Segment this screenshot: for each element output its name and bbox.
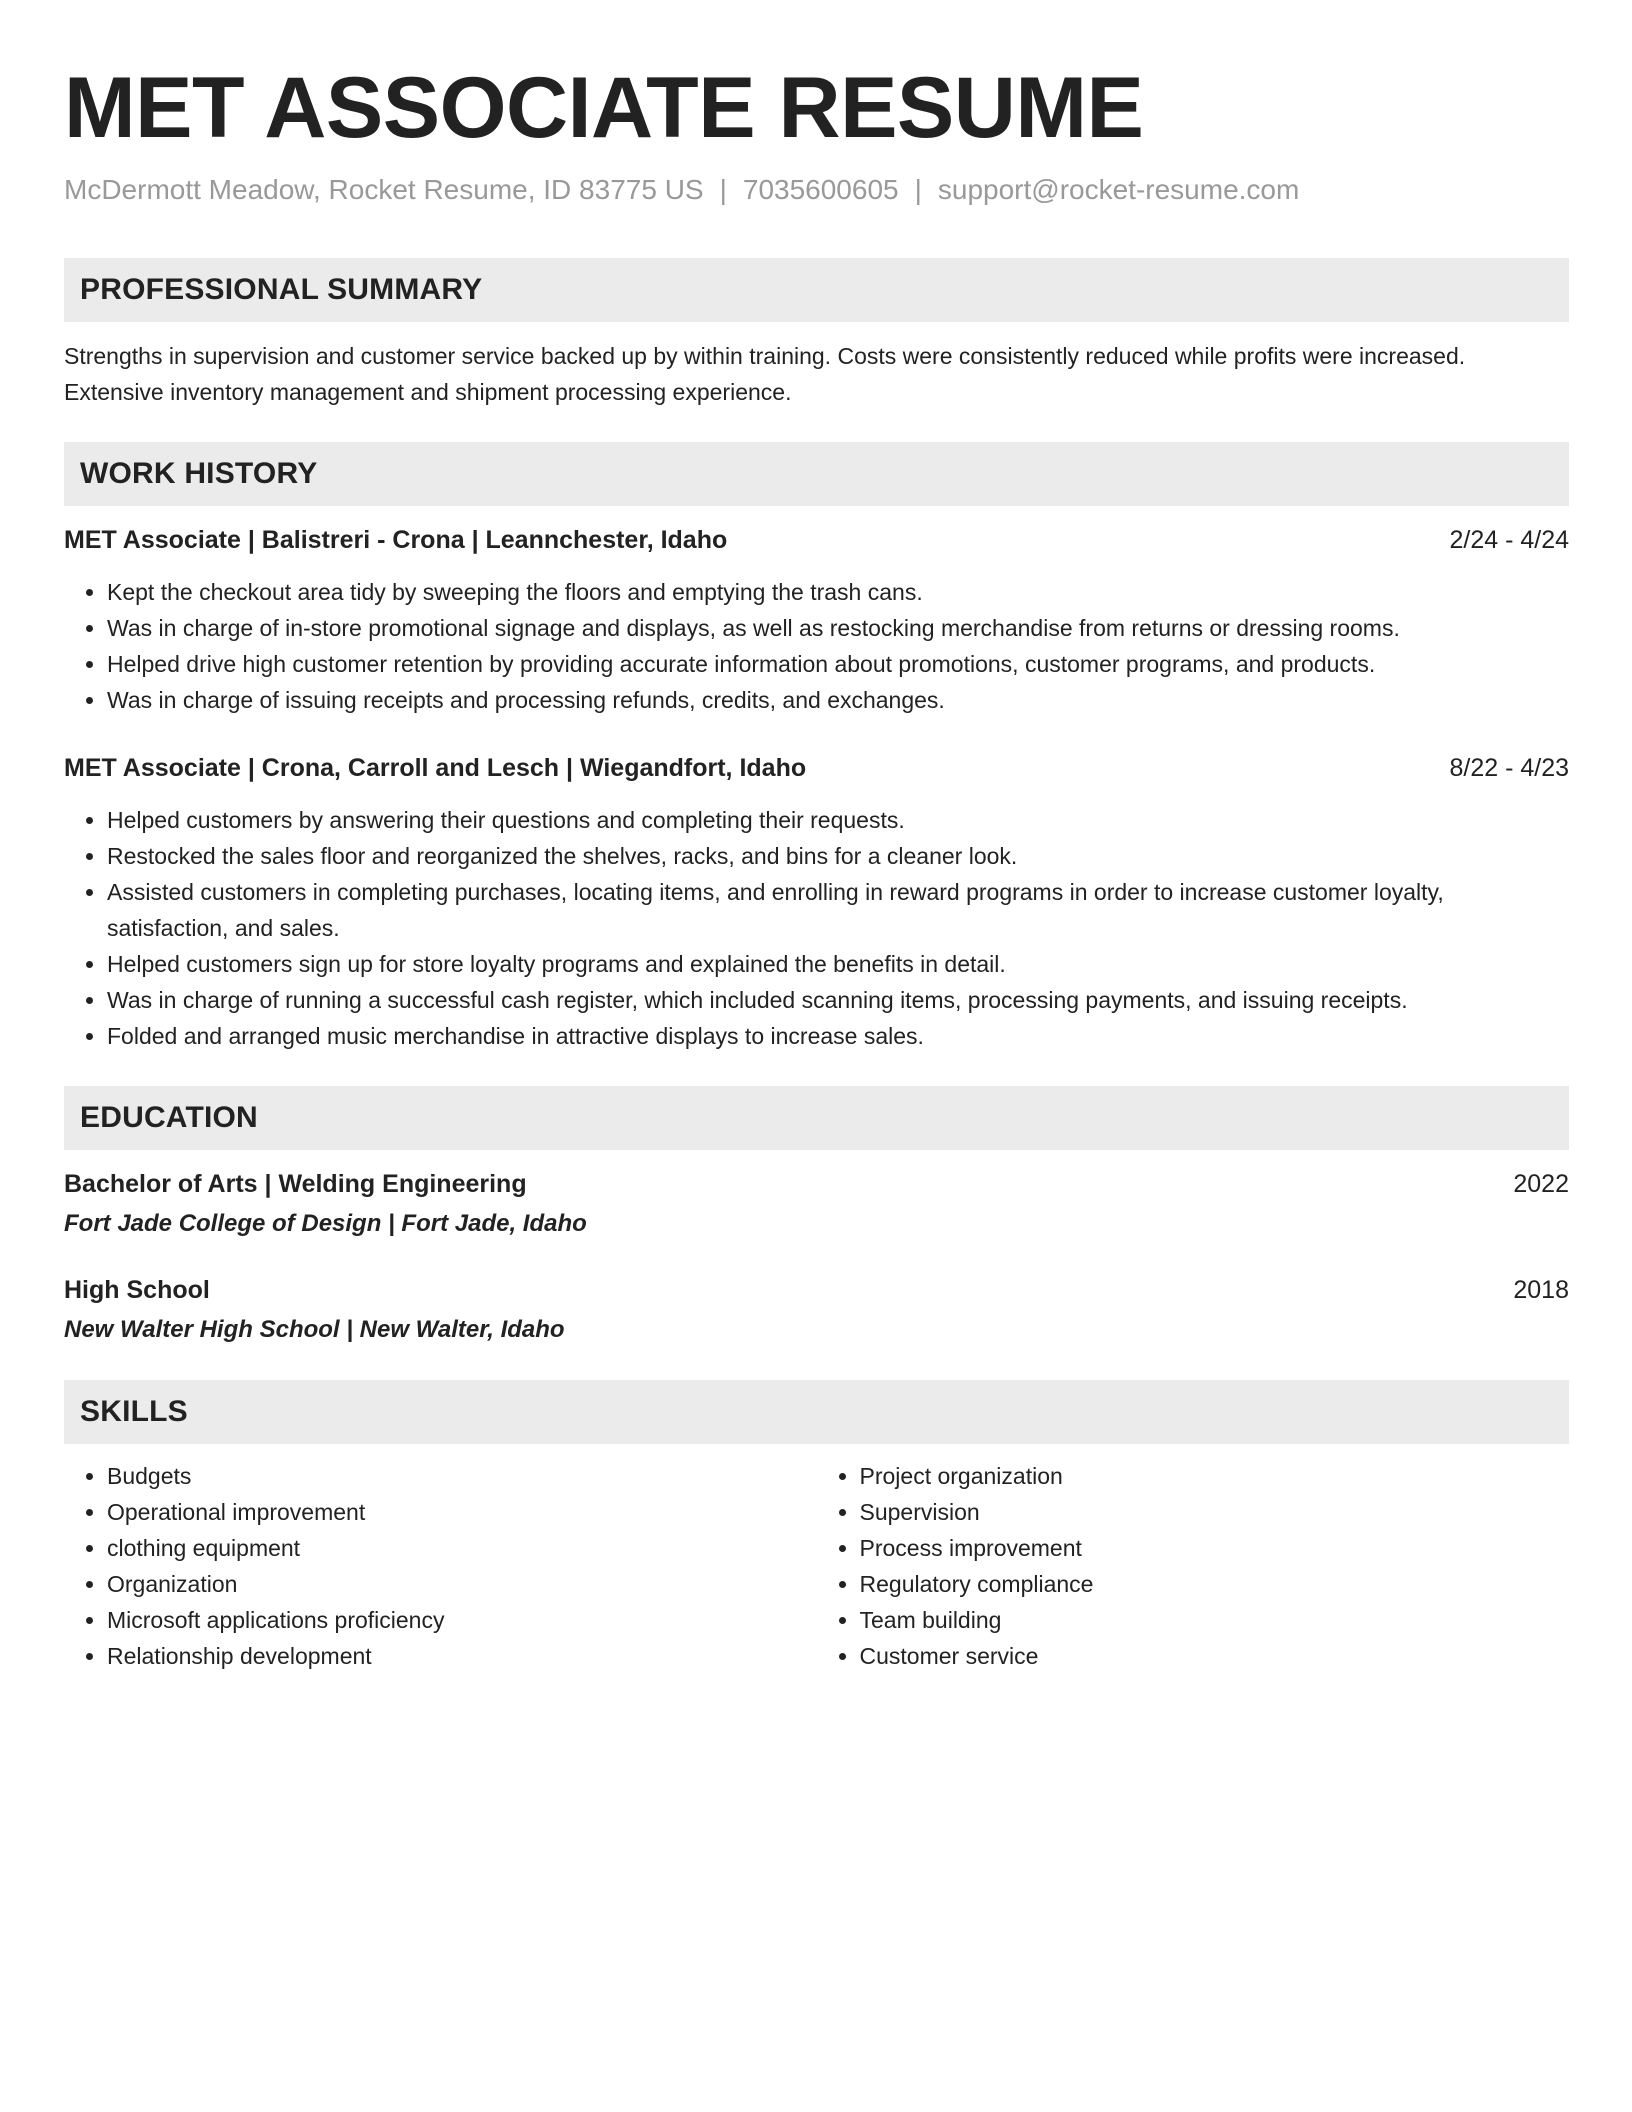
job-entry xyxy=(64,750,1569,1054)
contact-email: support@rocket-resume.com xyxy=(937,174,1300,205)
job-header xyxy=(64,750,1569,786)
education-header xyxy=(64,1166,1569,1202)
skill-item: • Organization xyxy=(107,1566,817,1602)
contact-phone: 7035600605 xyxy=(742,174,899,205)
education-entry xyxy=(64,1272,1569,1348)
skill-item: • Relationship development xyxy=(107,1638,817,1674)
skill-item: • Regulatory compliance xyxy=(860,1566,1570,1602)
contact-address: McDermott Meadow, Rocket Resume, ID 83775 US xyxy=(64,174,704,205)
skill-item: • Operational improvement xyxy=(107,1494,817,1530)
resume-title: MET ASSOCIATE RESUME xyxy=(64,60,1144,156)
skill-item: • Microsoft applications proficiency xyxy=(107,1602,817,1638)
education-year: 2022 xyxy=(1513,1170,1569,1198)
job-bullet: • Helped drive high customer retention by providing accurate information about promotions, customer programs, and products. xyxy=(107,646,1569,682)
summary-text: Strengths in supervision and customer service backed up by within training. Costs were consistently reduced while profits were increased. Extensive inventory management and shipment processing experience. xyxy=(64,343,1466,405)
job-entry xyxy=(64,522,1569,718)
work-history-section-header: WORK HISTORY xyxy=(64,442,1569,506)
skill-item: • Customer service xyxy=(860,1638,1570,1674)
skills-list xyxy=(64,1458,1569,1674)
job-bullet: • Was in charge of in-store promotional signage and displays, as well as restocking merchandise from returns or dressing rooms. xyxy=(107,610,1569,646)
education-header xyxy=(64,1272,1569,1308)
education-year: 2018 xyxy=(1513,1276,1569,1304)
education-entry xyxy=(64,1166,1569,1242)
job-bullet-list xyxy=(64,802,1569,1054)
education-degree: High School xyxy=(64,1276,210,1304)
job-title: MET Associate | Balistreri - Crona | Leannchester, Idaho xyxy=(64,526,728,554)
skill-item: • clothing equipment xyxy=(107,1530,817,1566)
summary-section-header: PROFESSIONAL SUMMARY xyxy=(64,258,1569,322)
job-bullet: • Restocked the sales floor and reorganized the shelves, racks, and bins for a cleaner look. xyxy=(107,838,1569,874)
job-dates: 8/22 - 4/23 xyxy=(1449,754,1569,782)
skill-item: • Process improvement xyxy=(860,1530,1570,1566)
job-bullet: • Folded and arranged music merchandise in attractive displays to increase sales. xyxy=(107,1018,1569,1054)
job-header xyxy=(64,522,1569,558)
job-bullet: • Was in charge of issuing receipts and processing refunds, credits, and exchanges. xyxy=(107,682,1569,718)
education-degree: Bachelor of Arts | Welding Engineering xyxy=(64,1170,527,1198)
skills-section-header: SKILLS xyxy=(64,1380,1569,1444)
job-bullet: • Helped customers by answering their questions and completing their requests. xyxy=(107,802,1569,838)
education-section-header: EDUCATION xyxy=(64,1086,1569,1150)
job-bullet: • Helped customers sign up for store loyalty programs and explained the benefits in detail. xyxy=(107,946,1569,982)
skill-item: • Supervision xyxy=(860,1494,1570,1530)
skills-column-left xyxy=(64,1458,817,1674)
contact-separator: | xyxy=(719,174,727,205)
job-bullet-list xyxy=(64,574,1569,718)
job-bullet: • Assisted customers in completing purchases, locating items, and enrolling in reward programs in order to increase customer loyalty, satisfaction, and sales. xyxy=(107,874,1569,946)
skills-column-right xyxy=(817,1458,1570,1674)
education-school: Fort Jade College of Design | Fort Jade, Idaho xyxy=(64,1210,587,1237)
contact-line xyxy=(64,172,1569,208)
skill-item: • Team building xyxy=(860,1602,1570,1638)
skill-item: • Budgets xyxy=(107,1458,817,1494)
job-bullet: • Was in charge of running a successful cash register, which included scanning items, processing payments, and issuing receipts. xyxy=(107,982,1569,1018)
job-dates: 2/24 - 4/24 xyxy=(1449,526,1569,554)
job-title: MET Associate | Crona, Carroll and Lesch | Wiegandfort, Idaho xyxy=(64,754,807,782)
education-school: New Walter High School | New Walter, Idaho xyxy=(64,1316,565,1343)
contact-separator: | xyxy=(914,174,922,205)
job-bullet: • Kept the checkout area tidy by sweeping the floors and emptying the trash cans. xyxy=(107,574,1569,610)
skill-item: • Project organization xyxy=(860,1458,1570,1494)
